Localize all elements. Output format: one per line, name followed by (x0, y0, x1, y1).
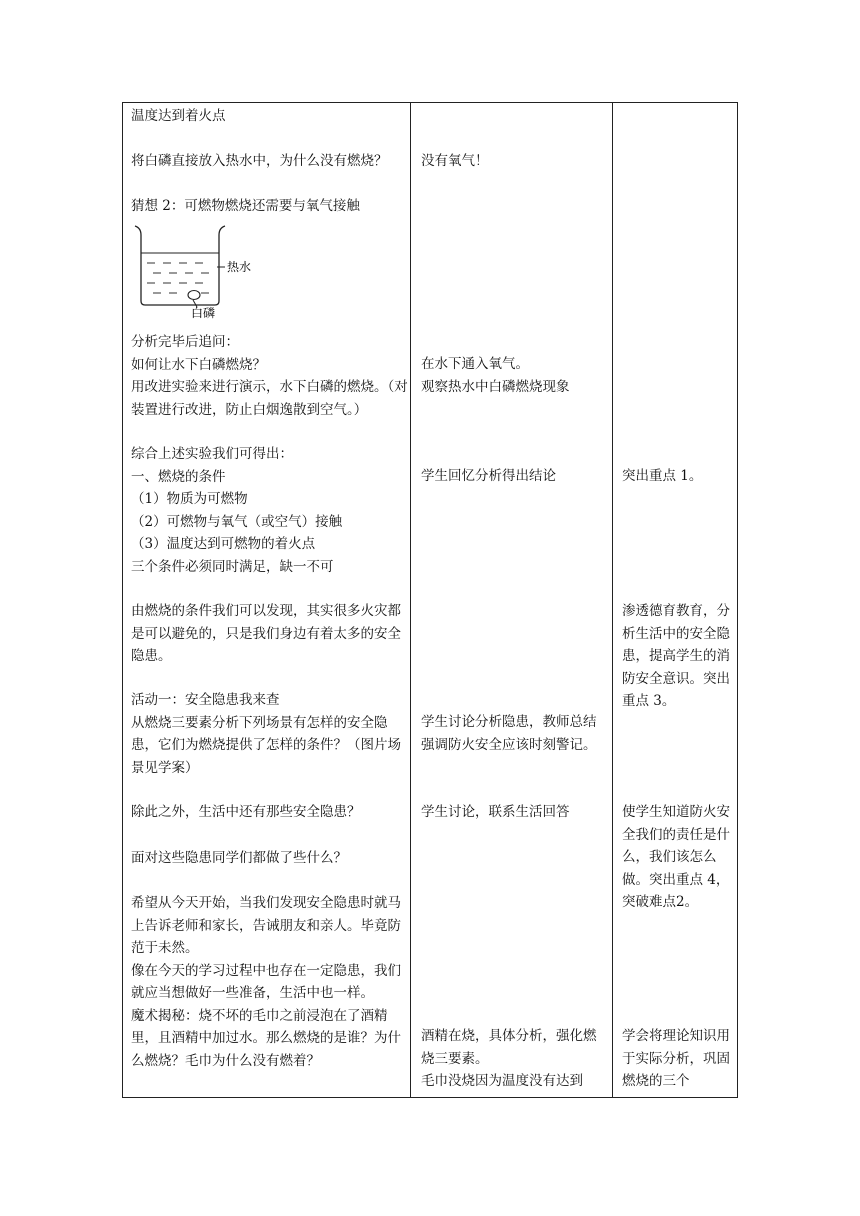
student-alcohol-burns: 酒精在烧，具体分析，强化燃烧三要素。 毛巾没烧因为温度没有达到 (421, 1028, 597, 1089)
teacher-question-hot-water: 将白磷直接放入热水中，为什么没有燃烧？ (131, 153, 388, 169)
teacher-follow-up: 分析完毕后追问： 如何让水下白磷燃烧？ 用改进实验来进行演示，水下白磷的燃烧。（对装置进行改进，防止白烟逸散到空气。） (131, 334, 408, 418)
intent-moral-education: 渗透德育教育，分析生活中的安全隐患，提高学生的消防安全意识。突出重点 3。 (622, 603, 730, 709)
beaker-figure (131, 223, 257, 319)
white-phosphorus-shape (188, 291, 200, 300)
teacher-other-hazards: 除此之外，生活中还有那些安全隐患？ (131, 804, 361, 820)
student-no-oxygen: 没有氧气！ (421, 153, 489, 169)
teacher-activity-one: 活动一：安全隐患我来查 从燃烧三要素分析下列场景有怎样的安全隐患，它们为燃烧提供了怎样的条件？（图片场景见学案） (131, 692, 401, 776)
teacher-what-did-you-do: 面对这些隐患同学们都做了些什么？ (131, 850, 347, 866)
student-recall-conclusion: 学生回忆分析得出结论 (421, 468, 556, 484)
student-oxygen-underwater: 在水下通入氧气。 观察热水中白磷燃烧现象 (421, 356, 570, 395)
student-discuss-hazards: 学生讨论分析隐患，教师总结强调防火安全应该时刻警记。 (421, 714, 597, 753)
intent-fire-safety-duty: 使学生知道防火安全我们的责任是什么，我们该怎么做。突出重点 4，突破难点2。 (622, 804, 730, 910)
teacher-text-ignition: 温度达到着火点 (131, 108, 226, 124)
white-phosphorus-label: 白磷 (191, 306, 216, 319)
hot-water-label: 热水 (227, 260, 252, 274)
teacher-closing-magic: 希望从今天开始，当我们发现安全隐患时就马上告诉老师和家长，告诫朋友和亲人。毕竟防范于未然。 像在今天的学习过程中也存在一定隐患，我们就应当想做好一些准备，生活中也一样。 魔术揭秘：烧不坏的毛巾之前浸泡在了酒精里，且酒精中加过水。那么燃烧的是谁？为什么燃烧？毛巾为什么没有燃着？ (131, 895, 401, 1069)
teacher-hypothesis-2: 猜想 2：可燃物燃烧还需要与氧气接触 (131, 198, 360, 214)
lesson-table (122, 102, 738, 1098)
teacher-fire-avoidable: 由燃烧的条件我们可以发现，其实很多火灾都是可以避免的，只是我们身边有着太多的安全隐患。 (131, 603, 401, 664)
intent-apply-theory: 学会将理论知识用于实际分析，巩固燃烧的三个 (622, 1028, 730, 1089)
column-divider (612, 103, 613, 1097)
teacher-summary-conditions: 综合上述实验我们可得出： 一、燃烧的条件 （1）物质为可燃物 （2）可燃物与氧气（或空气）接触 （3）温度达到可燃物的着火点 三个条件必须同时满足，缺一不可 (131, 446, 343, 575)
student-discuss-life: 学生讨论，联系生活回答 (421, 804, 570, 820)
intent-key-point-1: 突出重点 1。 (622, 468, 703, 484)
